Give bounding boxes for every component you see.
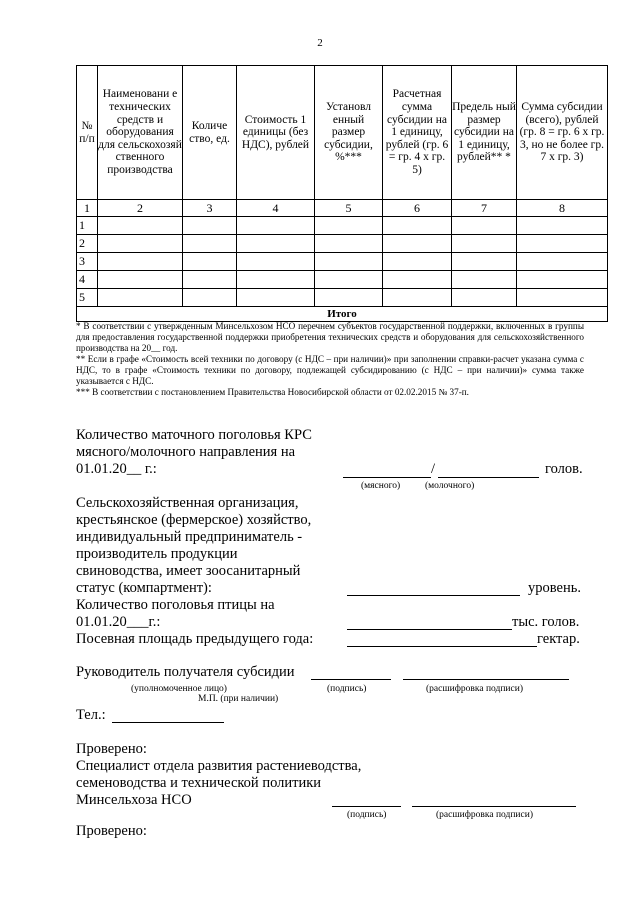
herd-unit: голов. <box>545 461 583 477</box>
row-number: 4 <box>77 271 98 289</box>
herd-milk-field[interactable] <box>438 477 539 478</box>
poultry-label-line1: Количество поголовья птицы на <box>76 597 275 613</box>
herd-caption-meat: (мясного) <box>361 481 401 491</box>
herd-label-line1: Количество маточного поголовья КРС <box>76 427 312 443</box>
herd-caption-milk: (молочного) <box>425 481 475 491</box>
header-cell: Наименовани е технических средств и оборудования для сельскохозяй ственного производства <box>98 66 183 200</box>
herd-label-line2: мясного/молочного направления на <box>76 444 296 460</box>
head-label: Руководитель получателя субсидии <box>76 664 295 680</box>
sown-area-unit: гектар. <box>537 631 580 647</box>
col-number: 7 <box>452 200 517 217</box>
col-number: 4 <box>237 200 315 217</box>
table-cell[interactable] <box>315 289 383 307</box>
herd-meat-field[interactable] <box>343 477 431 478</box>
table-cell[interactable] <box>237 271 315 289</box>
herd-slash: / <box>431 461 436 477</box>
head-caption-signature: (подпись) <box>327 684 367 694</box>
table-cell[interactable] <box>98 271 183 289</box>
header-cell: Сумма субсидии (всего), рублей (гр. 8 = гр. 6 х гр. 3, но не более гр. 7 х гр. 3) <box>517 66 608 200</box>
specialist-line3: Минсельхоза НСО <box>76 792 192 808</box>
table-header-row <box>77 66 608 200</box>
table-cell[interactable] <box>183 217 237 235</box>
footnotes <box>76 321 584 398</box>
header-cell: Установл енный размер субсидии, %*** <box>315 66 383 200</box>
checked-label-1: Проверено: <box>76 741 147 757</box>
table-cell[interactable] <box>237 235 315 253</box>
table-cell[interactable] <box>98 235 183 253</box>
col-number: 1 <box>77 200 98 217</box>
table-cell[interactable] <box>383 253 452 271</box>
total-row <box>77 307 608 322</box>
table-cell[interactable] <box>452 235 517 253</box>
specialist-caption-name: (расшифровка подписи) <box>436 810 533 820</box>
header-cell: № п/п <box>77 66 98 200</box>
status-unit: уровень. <box>528 580 581 596</box>
specialist-line2: семеноводства и технической политики <box>76 775 322 791</box>
table-cell[interactable] <box>383 289 452 307</box>
table-cell[interactable] <box>517 253 608 271</box>
status-field[interactable] <box>347 595 520 596</box>
table-cell[interactable] <box>383 235 452 253</box>
header-cell: Количе ство, ед. <box>183 66 237 200</box>
table-cell[interactable] <box>237 289 315 307</box>
org-label-line6: статус (компартмент): <box>76 580 212 596</box>
table-cell[interactable] <box>517 235 608 253</box>
table-row <box>77 217 608 235</box>
row-number: 2 <box>77 235 98 253</box>
col-number: 5 <box>315 200 383 217</box>
specialist-line1: Специалист отдела развития растениеводства, <box>76 758 362 774</box>
table-cell[interactable] <box>315 217 383 235</box>
table-cell[interactable] <box>183 289 237 307</box>
poultry-label-line2: 01.01.20___г.: <box>76 614 161 630</box>
footnote: ** Если в графе «Стоимость всей техники по договору (с НДС – при наличии)» при заполнении справки-расчет указана сумма с НДС, то в графе «Стоимость техники по договору, подлежащей субсидированию (с НДС – при наличии)» сумма также указывается с НДС. <box>76 354 584 386</box>
total-label: Итого <box>77 307 608 322</box>
table-cell[interactable] <box>98 289 183 307</box>
table-cell[interactable] <box>517 289 608 307</box>
sown-area-field[interactable] <box>347 646 537 647</box>
poultry-field[interactable] <box>347 629 512 630</box>
head-name-field[interactable] <box>403 679 569 680</box>
table-row <box>77 271 608 289</box>
header-cell: Предель ный размер субсидии на 1 единицу, рублей** * <box>452 66 517 200</box>
herd-label-line3: 01.01.20__ г.: <box>76 461 157 477</box>
head-caption-person: (уполномоченное лицо) <box>131 684 227 694</box>
org-label-line4: производитель продукции <box>76 546 238 562</box>
phone-field[interactable] <box>112 722 224 723</box>
head-caption-name: (расшифровка подписи) <box>426 684 523 694</box>
col-number: 6 <box>383 200 452 217</box>
table-cell[interactable] <box>237 253 315 271</box>
table-row <box>77 235 608 253</box>
table-cell[interactable] <box>237 217 315 235</box>
table-row <box>77 253 608 271</box>
head-signature-field[interactable] <box>311 679 391 680</box>
specialist-name-field[interactable] <box>412 806 576 807</box>
phone-label: Тел.: <box>76 707 106 723</box>
org-label-line5: свиноводства, имеет зоосанитарный <box>76 563 301 579</box>
table-cell[interactable] <box>315 235 383 253</box>
table-cell[interactable] <box>315 271 383 289</box>
table-cell[interactable] <box>452 253 517 271</box>
table-cell[interactable] <box>183 271 237 289</box>
table-cell[interactable] <box>517 217 608 235</box>
col-number: 3 <box>183 200 237 217</box>
org-label-line3: индивидуальный предприниматель - <box>76 529 303 545</box>
footnote: *** В соответствии с постановлением Правительства Новосибирской области от 02.02.2015 № 37-п. <box>76 387 469 397</box>
table-cell[interactable] <box>452 217 517 235</box>
specialist-caption-signature: (подпись) <box>347 810 387 820</box>
org-label-line2: крестьянское (фермерское) хозяйство, <box>76 512 312 528</box>
column-number-row <box>77 200 608 217</box>
row-number: 5 <box>77 289 98 307</box>
header-cell: Стоимость 1 единицы (без НДС), рублей <box>237 66 315 200</box>
header-cell: Расчетная сумма субсидии на 1 единицу, рублей (гр. 6 = гр. 4 x гр. 5) <box>383 66 452 200</box>
subsidy-table <box>76 65 608 322</box>
col-number: 2 <box>98 200 183 217</box>
head-caption-stamp: М.П. (при наличии) <box>198 694 279 704</box>
page-number: 2 <box>317 37 323 49</box>
poultry-unit: тыс. голов. <box>512 614 580 630</box>
table-cell[interactable] <box>452 289 517 307</box>
org-label-line1: Сельскохозяйственная организация, <box>76 495 299 511</box>
table-cell[interactable] <box>98 253 183 271</box>
table-cell[interactable] <box>517 271 608 289</box>
table-cell[interactable] <box>183 235 237 253</box>
table-cell[interactable] <box>383 271 452 289</box>
checked-label-2: Проверено: <box>76 823 147 839</box>
row-number: 1 <box>77 217 98 235</box>
table-row <box>77 289 608 307</box>
row-number: 3 <box>77 253 98 271</box>
table-cell[interactable] <box>183 253 237 271</box>
sown-area-label: Посевная площадь предыдущего года: <box>76 631 314 647</box>
table-cell[interactable] <box>452 271 517 289</box>
specialist-signature-field[interactable] <box>332 806 401 807</box>
footnote: * В соответствии с утвержденным Минсельхозом НСО перечнем субъектов государственной поддержки, включенных в группы для предоставления государственной поддержки приобретения технических средств и оборудования для сельскохозяйственного производства на 20__ год. <box>76 321 584 353</box>
table-cell[interactable] <box>383 217 452 235</box>
col-number: 8 <box>517 200 608 217</box>
table-cell[interactable] <box>315 253 383 271</box>
table-cell[interactable] <box>98 217 183 235</box>
